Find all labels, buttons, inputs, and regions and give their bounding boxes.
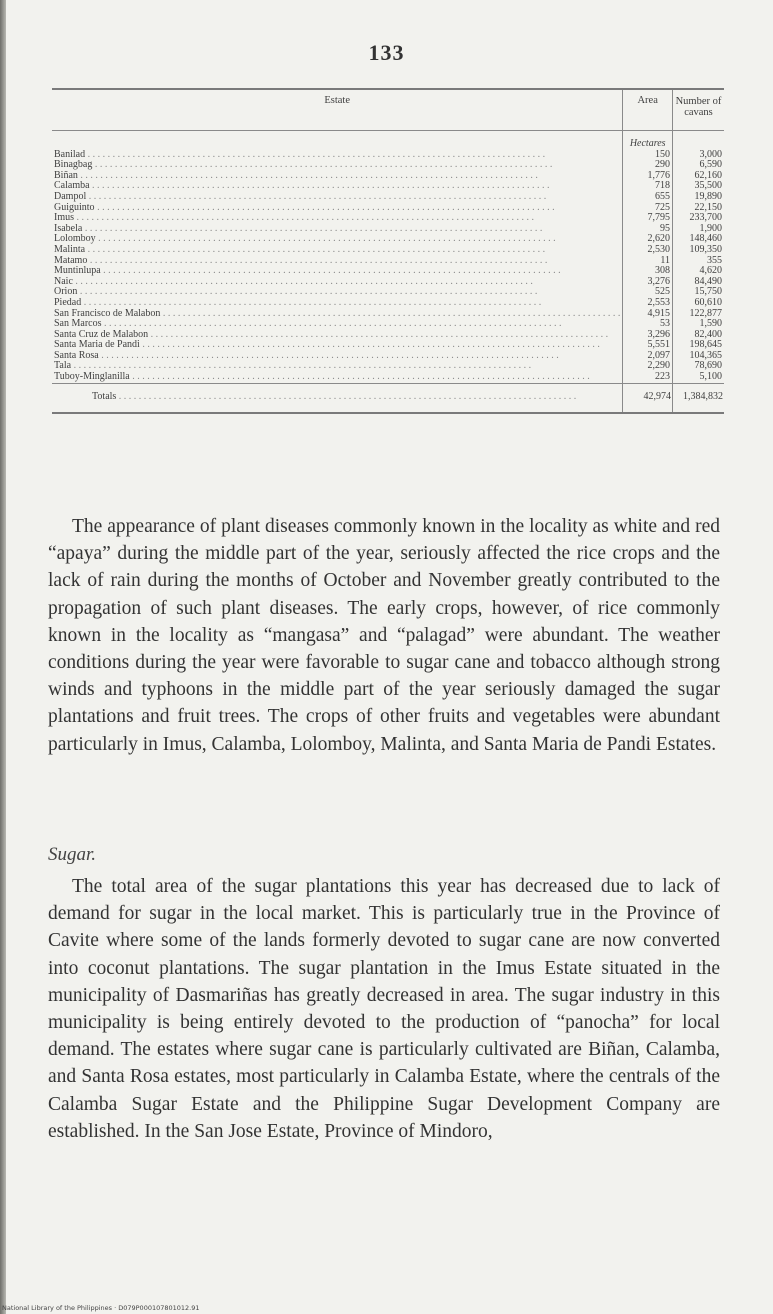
table-row (52, 309, 724, 320)
estate-name: San Marcos . . . (52, 319, 623, 330)
table-row (52, 287, 724, 298)
estate-cavans: 5,100 (672, 372, 724, 383)
estate-area: 718 (623, 181, 673, 192)
header-cavans: Number of cavans (672, 89, 724, 131)
table-row (52, 192, 724, 203)
total-area: 42,974 (623, 383, 673, 413)
estate-name: Muntinlupa . . . (52, 266, 623, 277)
table-row (52, 245, 724, 256)
estate-cavans: 19,890 (672, 192, 724, 203)
estate-cavans: 22,150 (672, 203, 724, 214)
table-row (52, 213, 724, 224)
estate-name: Banilad . . . (52, 150, 623, 161)
estate-area: 525 (623, 287, 673, 298)
estate-area: 95 (623, 224, 673, 235)
estate-cavans: 1,900 (672, 224, 724, 235)
estate-name: Santa Maria de Pandi . . . (52, 340, 623, 351)
estate-cavans: 1,590 (672, 319, 724, 330)
estate-area: 5,551 (623, 340, 673, 351)
header-area: Area (623, 89, 673, 131)
paragraph-plant-diseases (48, 513, 720, 758)
table-row (52, 277, 724, 288)
estate-area: 2,553 (623, 298, 673, 309)
estate-name: Matamo . . . (52, 256, 623, 267)
estate-table-container (52, 88, 724, 414)
estate-name: Lolomboy . . . (52, 234, 623, 245)
book-binding-edge (0, 0, 6, 1314)
estate-area: 2,097 (623, 351, 673, 362)
estate-area: 290 (623, 160, 673, 171)
estate-name: Dampol . . . (52, 192, 623, 203)
table-body (52, 131, 724, 384)
estate-cavans: 355 (672, 256, 724, 267)
estate-area: 3,276 (623, 277, 673, 288)
unit-row (52, 131, 724, 150)
estate-cavans: 233,700 (672, 213, 724, 224)
table-header-row (52, 89, 724, 131)
estate-area: 53 (623, 319, 673, 330)
total-label: Totals . . . (52, 383, 623, 413)
estate-name: Binagbag . . . (52, 160, 623, 171)
unit-label: Hectares (623, 131, 673, 150)
estate-cavans: 3,000 (672, 150, 724, 161)
total-cavans: 1,384,832 (672, 383, 724, 413)
paragraph-2-text: The total area of the sugar plantations this year has decreased due to lack of demand for sugar in the local market. This is particularly true in the Province of Cavite where some of the lands formerly devoted to sugar cane are now converted into coconut plantations. The sugar plantation in the Imus Estate situated in the municipality of Dasmariñas has greatly decreased in area. The sugar industry in this municipality is being entirely devoted to the production of “panocha” for local demand. The estates where sugar cane is particularly cultivated are Biñan, Calamba, and Santa Rosa estates, most particularly in Calamba Estate, where the centrals of the Calamba Sugar Estate and the Philippine Sugar Development Company are established. In the San Jose Estate, Province of Mindoro, (48, 876, 720, 1142)
estate-cavans: 198,645 (672, 340, 724, 351)
estate-name: Imus . . . (52, 213, 623, 224)
estate-name: Santa Cruz de Malabon . . . (52, 330, 623, 341)
scan-footer: National Library of the Philippines · D079P000107801012.91 (2, 1304, 200, 1312)
estate-area: 725 (623, 203, 673, 214)
estate-area: 1,776 (623, 171, 673, 182)
estate-area: 7,795 (623, 213, 673, 224)
estate-name: Malinta . . . (52, 245, 623, 256)
estate-cavans: 15,750 (672, 287, 724, 298)
estate-area: 655 (623, 192, 673, 203)
estate-name: Tala . . . (52, 361, 623, 372)
estate-name: San Francisco de Malabon . . . (52, 309, 623, 320)
estate-name: Orion . . . (52, 287, 623, 298)
estate-cavans: 82,400 (672, 330, 724, 341)
estate-cavans: 109,350 (672, 245, 724, 256)
section-heading-sugar: Sugar. (48, 844, 97, 865)
table-row (52, 171, 724, 182)
table-row (52, 256, 724, 267)
table-row (52, 319, 724, 330)
estate-name: Isabela . . . (52, 224, 623, 235)
estate-cavans: 148,460 (672, 234, 724, 245)
table-row (52, 203, 724, 214)
table-row (52, 372, 724, 383)
paragraph-1-text: The appearance of plant diseases commonly known in the locality as white and red “apaya” during the middle part of the year, seriously affected the rice crops and the lack of rain during the months of October and November greatly contributed to the propagation of such plant diseases. The early crops, however, of rice commonly known in the locality as “mangasa” and “palagad” were abundant. The weather conditions during the year were favorable to sugar cane and tobacco although strong winds and typhoons in the middle part of the year seriously damaged the sugar plantations and fruit trees. The crops of other fruits and vegetables were abundant particularly in Imus, Calamba, Lolomboy, Malinta, and Santa Maria de Pandi Estates. (48, 516, 720, 755)
estate-cavans: 104,365 (672, 351, 724, 362)
estate-area: 3,296 (623, 330, 673, 341)
estate-area: 308 (623, 266, 673, 277)
paragraph-sugar (48, 873, 720, 1145)
estate-cavans: 78,690 (672, 361, 724, 372)
estate-name: Santa Rosa . . . (52, 351, 623, 362)
estate-name: Calamba . . . (52, 181, 623, 192)
table-row (52, 340, 724, 351)
estate-area: 2,620 (623, 234, 673, 245)
estate-area: 4,915 (623, 309, 673, 320)
estate-cavans: 84,490 (672, 277, 724, 288)
estate-name: Guiguinto . . . (52, 203, 623, 214)
estate-name: Tuboy-Minglanilla . . . (52, 372, 623, 383)
page-number: 133 (368, 40, 405, 65)
estate-cavans: 60,610 (672, 298, 724, 309)
header-estate: Estate (52, 89, 623, 131)
estate-area: 2,290 (623, 361, 673, 372)
estate-cavans: 6,590 (672, 160, 724, 171)
table-row (52, 181, 724, 192)
table-row (52, 330, 724, 341)
estate-cavans: 4,620 (672, 266, 724, 277)
table-row (52, 150, 724, 161)
estate-cavans: 62,160 (672, 171, 724, 182)
estate-area: 11 (623, 256, 673, 267)
estate-name: Biñan . . . (52, 171, 623, 182)
table-row (52, 361, 724, 372)
estate-area: 223 (623, 372, 673, 383)
table-row (52, 160, 724, 171)
table-row (52, 298, 724, 309)
table-row (52, 234, 724, 245)
table-row (52, 266, 724, 277)
estate-area: 150 (623, 150, 673, 161)
estate-cavans: 122,877 (672, 309, 724, 320)
estate-name: Piedad . . . (52, 298, 623, 309)
table-row (52, 224, 724, 235)
estate-table (52, 88, 724, 414)
estate-name: Naic . . . (52, 277, 623, 288)
estate-area: 2,530 (623, 245, 673, 256)
table-row (52, 351, 724, 362)
estate-cavans: 35,500 (672, 181, 724, 192)
total-row (52, 383, 724, 413)
